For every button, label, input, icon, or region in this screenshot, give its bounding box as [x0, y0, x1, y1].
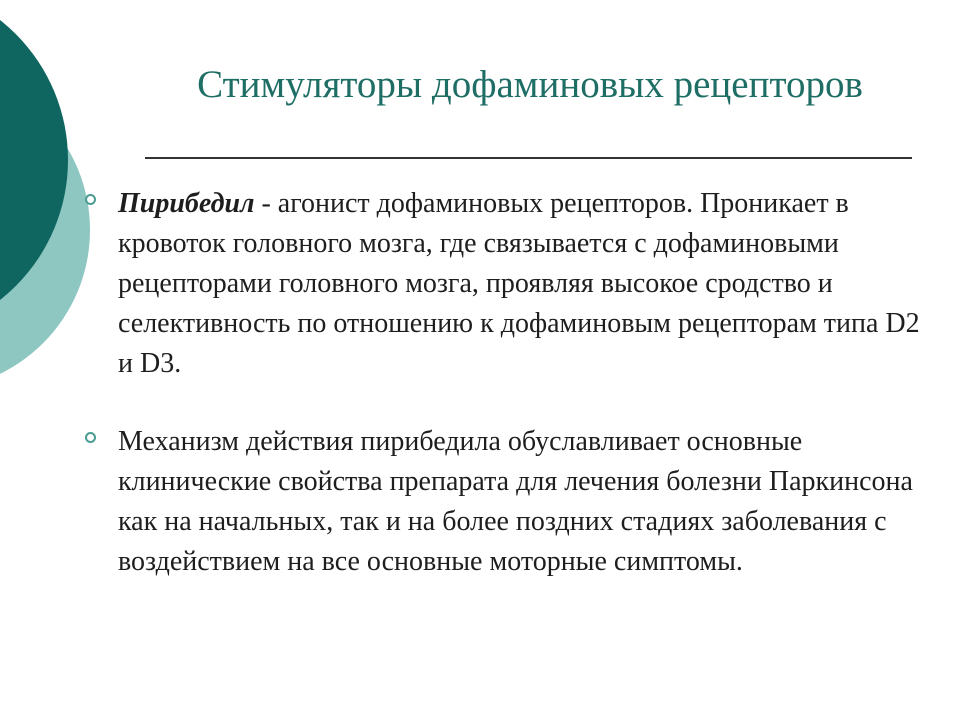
bullet-text: - агонист дофаминовых рецепторов. Проникает в кровоток головного мозга, где связывается с дофаминовыми рецепторами головного мозга, проявляя высокое сродство и селективность по отношению к дофаминовым рецепторам типа D2 и D3.	[118, 188, 920, 379]
bullet-list	[80, 184, 940, 582]
ring-bullet-icon	[85, 432, 96, 443]
title-divider	[145, 157, 912, 159]
bullet-item-piribedil	[80, 184, 940, 384]
bullet-item-mechanism	[80, 422, 940, 582]
drug-term: Пирибедил	[118, 188, 255, 219]
bullet-text: Механизм действия пирибедила обуславливает основные клинические свойства препарата для лечения болезни Паркинсона как на начальных, так и на более поздних стадиях заболевания с воздействием на все основные моторные симптомы.	[118, 426, 913, 577]
ring-bullet-icon	[85, 194, 96, 205]
slide-title: Стимуляторы дофаминовых рецепторов	[197, 63, 863, 106]
